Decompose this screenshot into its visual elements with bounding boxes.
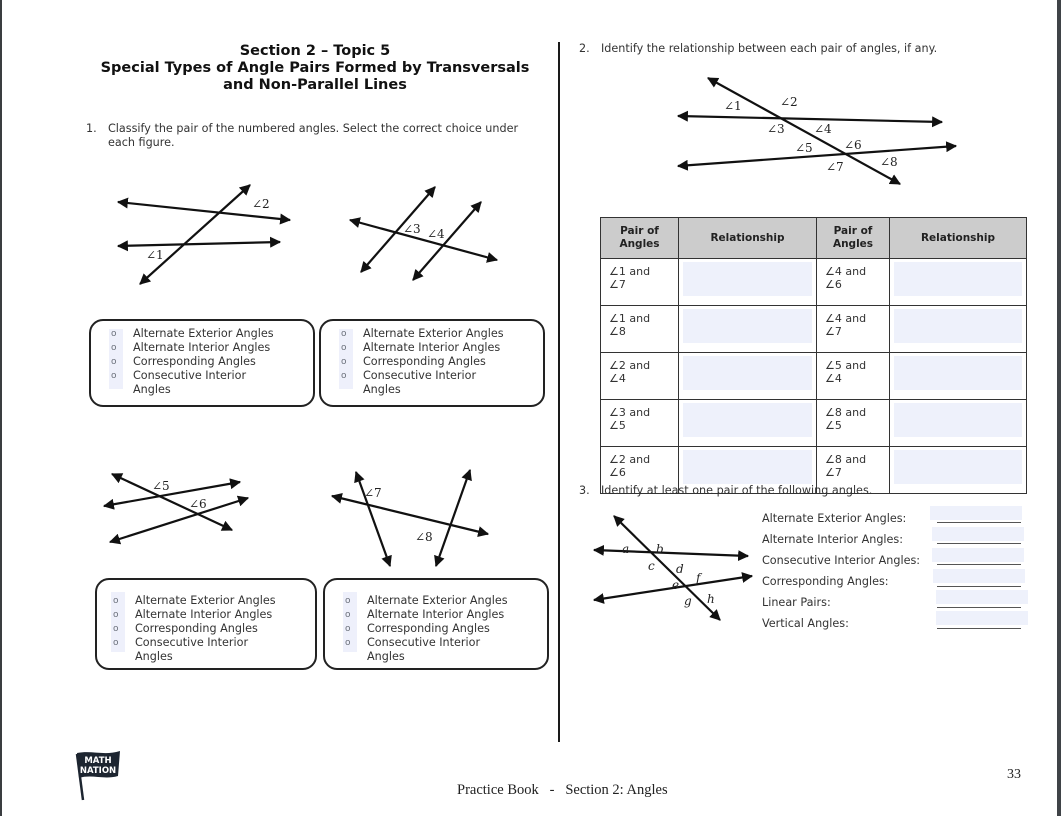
- question-1-prompt: [86, 122, 546, 152]
- answer-input[interactable]: [894, 356, 1022, 390]
- choice-box-figure-2: [319, 319, 545, 407]
- angle-label: ∠6: [189, 497, 207, 511]
- option-label: Angles: [133, 383, 171, 396]
- page-number: 33: [1007, 767, 1021, 782]
- radio-bullet-icon[interactable]: o: [113, 624, 119, 634]
- question-text: Identify the relationship between each pair of angles, if any.: [601, 42, 938, 55]
- answer-underline: [937, 628, 1021, 629]
- angle-label: ∠5: [795, 141, 813, 155]
- radio-bullet-icon[interactable]: o: [111, 343, 117, 353]
- angle-label: a: [622, 542, 630, 556]
- pair-text: ∠3 and: [609, 406, 651, 419]
- angle-label: e: [672, 578, 680, 592]
- option-label: Alternate Exterior Angles: [135, 594, 276, 607]
- question-2-prompt: [579, 42, 1049, 58]
- angle-label: ∠2: [252, 197, 270, 211]
- pair-text: ∠7: [609, 278, 626, 291]
- option-label: Alternate Exterior Angles: [367, 594, 508, 607]
- option-label: Corresponding Angles: [133, 355, 256, 368]
- question-text: [108, 122, 518, 150]
- pair-text: ∠7: [825, 325, 842, 338]
- header-text: Pair of: [833, 225, 873, 237]
- pair-text: ∠6: [825, 278, 842, 291]
- question-number: 3.: [579, 484, 590, 497]
- title-line-2: Special Types of Angle Pairs Formed by Transversals: [100, 60, 530, 76]
- corresponding-input[interactable]: [933, 569, 1025, 583]
- radio-bullet-icon[interactable]: o: [345, 596, 351, 606]
- table-row: [601, 353, 1027, 400]
- question-text-line: each figure.: [108, 136, 175, 149]
- pair-cell: [817, 353, 890, 400]
- choice-box-figure-1: [89, 319, 315, 407]
- label-vertical-angles: Vertical Angles:: [762, 617, 849, 630]
- pair-cell: [817, 306, 890, 353]
- question-number: 2.: [579, 42, 590, 55]
- pair-cell: [817, 400, 890, 447]
- pair-text: ∠7: [825, 466, 842, 479]
- title-line-3: and Non-Parallel Lines: [223, 77, 407, 93]
- header-text: Angles: [619, 238, 660, 250]
- pair-text: ∠8 and: [825, 406, 867, 419]
- label-consecutive-interior: Consecutive Interior Angles:: [762, 554, 921, 567]
- header-text: Pair of: [620, 225, 659, 237]
- option-label: Consecutive Interior: [133, 369, 247, 382]
- pair-text: ∠5: [609, 419, 626, 432]
- pair-cell: [601, 306, 679, 353]
- answer-input[interactable]: [894, 309, 1022, 343]
- linear-pairs-input[interactable]: [936, 590, 1028, 604]
- option-label: Consecutive Interior: [367, 636, 481, 649]
- pair-text: ∠1 and: [609, 312, 651, 325]
- column-divider: [558, 42, 560, 742]
- relationship-field[interactable]: [679, 259, 817, 306]
- pair-cell: [601, 353, 679, 400]
- choice-box-figure-4: [323, 578, 549, 670]
- answer-underline: [937, 543, 1021, 544]
- angle-label: b: [656, 542, 664, 556]
- option-label: Alternate Interior Angles: [367, 608, 505, 621]
- relationship-field[interactable]: [890, 259, 1027, 306]
- angle-label: ∠2: [780, 95, 798, 109]
- alternate-exterior-input[interactable]: [930, 506, 1022, 520]
- option-label: Alternate Interior Angles: [363, 341, 501, 354]
- option-label: Corresponding Angles: [363, 355, 486, 368]
- angle-label: ∠8: [880, 155, 898, 169]
- pair-cell: [817, 259, 890, 306]
- radio-bullet-icon[interactable]: o: [113, 638, 119, 648]
- scrollbar-edge[interactable]: [1057, 0, 1061, 816]
- page-left-edge: [0, 0, 2, 816]
- figure-1-angles-1-2: [110, 180, 300, 290]
- consecutive-interior-input[interactable]: [932, 548, 1024, 562]
- radio-bullet-icon[interactable]: o: [111, 371, 117, 381]
- angle-label: ∠7: [826, 160, 844, 174]
- alternate-interior-input[interactable]: [932, 527, 1024, 541]
- table-header-row: [601, 218, 1027, 259]
- logo-text: MATH: [84, 756, 112, 766]
- col-header-pair: [817, 218, 890, 259]
- angle-label: ∠4: [427, 227, 445, 241]
- relationship-field[interactable]: [890, 353, 1027, 400]
- option-label: Alternate Exterior Angles: [133, 327, 274, 340]
- radio-bullet-icon[interactable]: o: [341, 329, 347, 339]
- option-label: Alternate Interior Angles: [135, 608, 273, 621]
- label-alternate-interior: Alternate Interior Angles:: [762, 533, 904, 546]
- answer-input[interactable]: [683, 262, 812, 296]
- radio-bullet-icon[interactable]: o: [341, 371, 347, 381]
- pair-cell: [601, 259, 679, 306]
- radio-bullet-icon[interactable]: o: [113, 596, 119, 606]
- pair-text: ∠2 and: [609, 359, 651, 372]
- relationship-field[interactable]: [679, 353, 817, 400]
- answer-input[interactable]: [683, 356, 812, 390]
- option-label: Corresponding Angles: [367, 622, 490, 635]
- math-nation-logo-icon: [74, 748, 124, 802]
- angle-label: g: [684, 594, 692, 608]
- option-label: Angles: [135, 650, 173, 663]
- option-label: Alternate Interior Angles: [133, 341, 271, 354]
- angle-label: ∠1: [146, 248, 164, 262]
- footer-text: Practice Book - Section 2: Angles: [457, 782, 668, 798]
- label-corresponding: Corresponding Angles:: [762, 575, 889, 588]
- col-header-relationship: Relationship: [890, 218, 1027, 259]
- answer-input[interactable]: [894, 450, 1022, 484]
- figure-2-angles-3-4: [345, 182, 505, 287]
- choice-box-figure-3: [95, 578, 317, 670]
- option-label: Corresponding Angles: [135, 622, 258, 635]
- pair-cell: [601, 400, 679, 447]
- option-label: Angles: [363, 383, 401, 396]
- angle-label: ∠4: [814, 122, 832, 136]
- relationship-field[interactable]: [679, 306, 817, 353]
- radio-bullet-icon[interactable]: o: [111, 329, 117, 339]
- figure-4-angles-7-8: [328, 466, 508, 571]
- answer-underline: [937, 607, 1021, 608]
- table-row: [601, 400, 1027, 447]
- relationship-field[interactable]: [890, 400, 1027, 447]
- question-number: 1.: [86, 122, 97, 135]
- pair-text: ∠2 and: [609, 453, 651, 466]
- option-label: Angles: [367, 650, 405, 663]
- pair-text: ∠5 and: [825, 359, 867, 372]
- pair-text: ∠4: [609, 372, 626, 385]
- vertical-angles-input[interactable]: [936, 611, 1028, 625]
- figure-3-angles-5-6: [100, 468, 250, 548]
- question-3-prompt: [579, 484, 1049, 500]
- answer-underline: [937, 564, 1021, 565]
- angle-label: d: [676, 562, 684, 576]
- answer-input[interactable]: [683, 403, 812, 437]
- angle-label: f: [696, 571, 701, 585]
- pair-text: ∠4: [825, 372, 842, 385]
- pair-text: ∠1 and: [609, 265, 651, 278]
- radio-bullet-icon[interactable]: o: [345, 610, 351, 620]
- answer-input[interactable]: [894, 262, 1022, 296]
- radio-bullet-icon[interactable]: o: [341, 343, 347, 353]
- col-header-relationship: Relationship: [679, 218, 817, 259]
- pair-text: ∠8: [609, 325, 626, 338]
- radio-bullet-icon[interactable]: o: [113, 610, 119, 620]
- pair-text: ∠8 and: [825, 453, 867, 466]
- pair-text: ∠4 and: [825, 265, 867, 278]
- header-text: Angles: [832, 238, 874, 250]
- question-text-line: Classify the pair of the numbered angles. Select the correct choice under: [108, 122, 519, 135]
- pair-text: ∠5: [825, 419, 842, 432]
- answer-underline: [937, 522, 1021, 523]
- pair-text: ∠4 and: [825, 312, 867, 325]
- question-text: Identify at least one pair of the following angles.: [601, 484, 873, 497]
- answer-underline: [937, 586, 1021, 587]
- angle-label: ∠1: [724, 99, 742, 113]
- option-label: Consecutive Interior: [363, 369, 477, 382]
- angle-label: ∠3: [403, 222, 421, 236]
- angle-label: c: [648, 559, 655, 573]
- title-line-1: Section 2 – Topic 5: [239, 43, 391, 59]
- answer-input[interactable]: [683, 309, 812, 343]
- answer-input[interactable]: [683, 450, 812, 484]
- radio-bullet-icon[interactable]: o: [345, 624, 351, 634]
- logo-text: NATION: [79, 766, 117, 776]
- answer-input[interactable]: [894, 403, 1022, 437]
- table-row: [601, 259, 1027, 306]
- pair-text: ∠6: [609, 466, 626, 479]
- figure-q3-transversal: [592, 512, 752, 624]
- angle-label: ∠5: [152, 479, 170, 493]
- option-label: Alternate Exterior Angles: [363, 327, 504, 340]
- angle-label: ∠3: [767, 122, 785, 136]
- table-row: [601, 306, 1027, 353]
- angle-label: ∠8: [415, 530, 433, 544]
- relationship-table: [600, 217, 1027, 494]
- angle-label: ∠6: [844, 138, 862, 152]
- col-header-pair: [601, 218, 679, 259]
- label-linear-pairs: Linear Pairs:: [762, 596, 831, 609]
- radio-bullet-icon[interactable]: o: [345, 638, 351, 648]
- angle-label: ∠7: [364, 486, 382, 500]
- relationship-field[interactable]: [890, 306, 1027, 353]
- angle-label: h: [707, 592, 715, 606]
- relationship-field[interactable]: [679, 400, 817, 447]
- option-label: Consecutive Interior: [135, 636, 249, 649]
- radio-bullet-icon[interactable]: o: [111, 357, 117, 367]
- page-title: [80, 43, 550, 94]
- radio-bullet-icon[interactable]: o: [341, 357, 347, 367]
- figure-q2-transversal: [674, 74, 964, 189]
- label-alternate-exterior: Alternate Exterior Angles:: [762, 512, 907, 525]
